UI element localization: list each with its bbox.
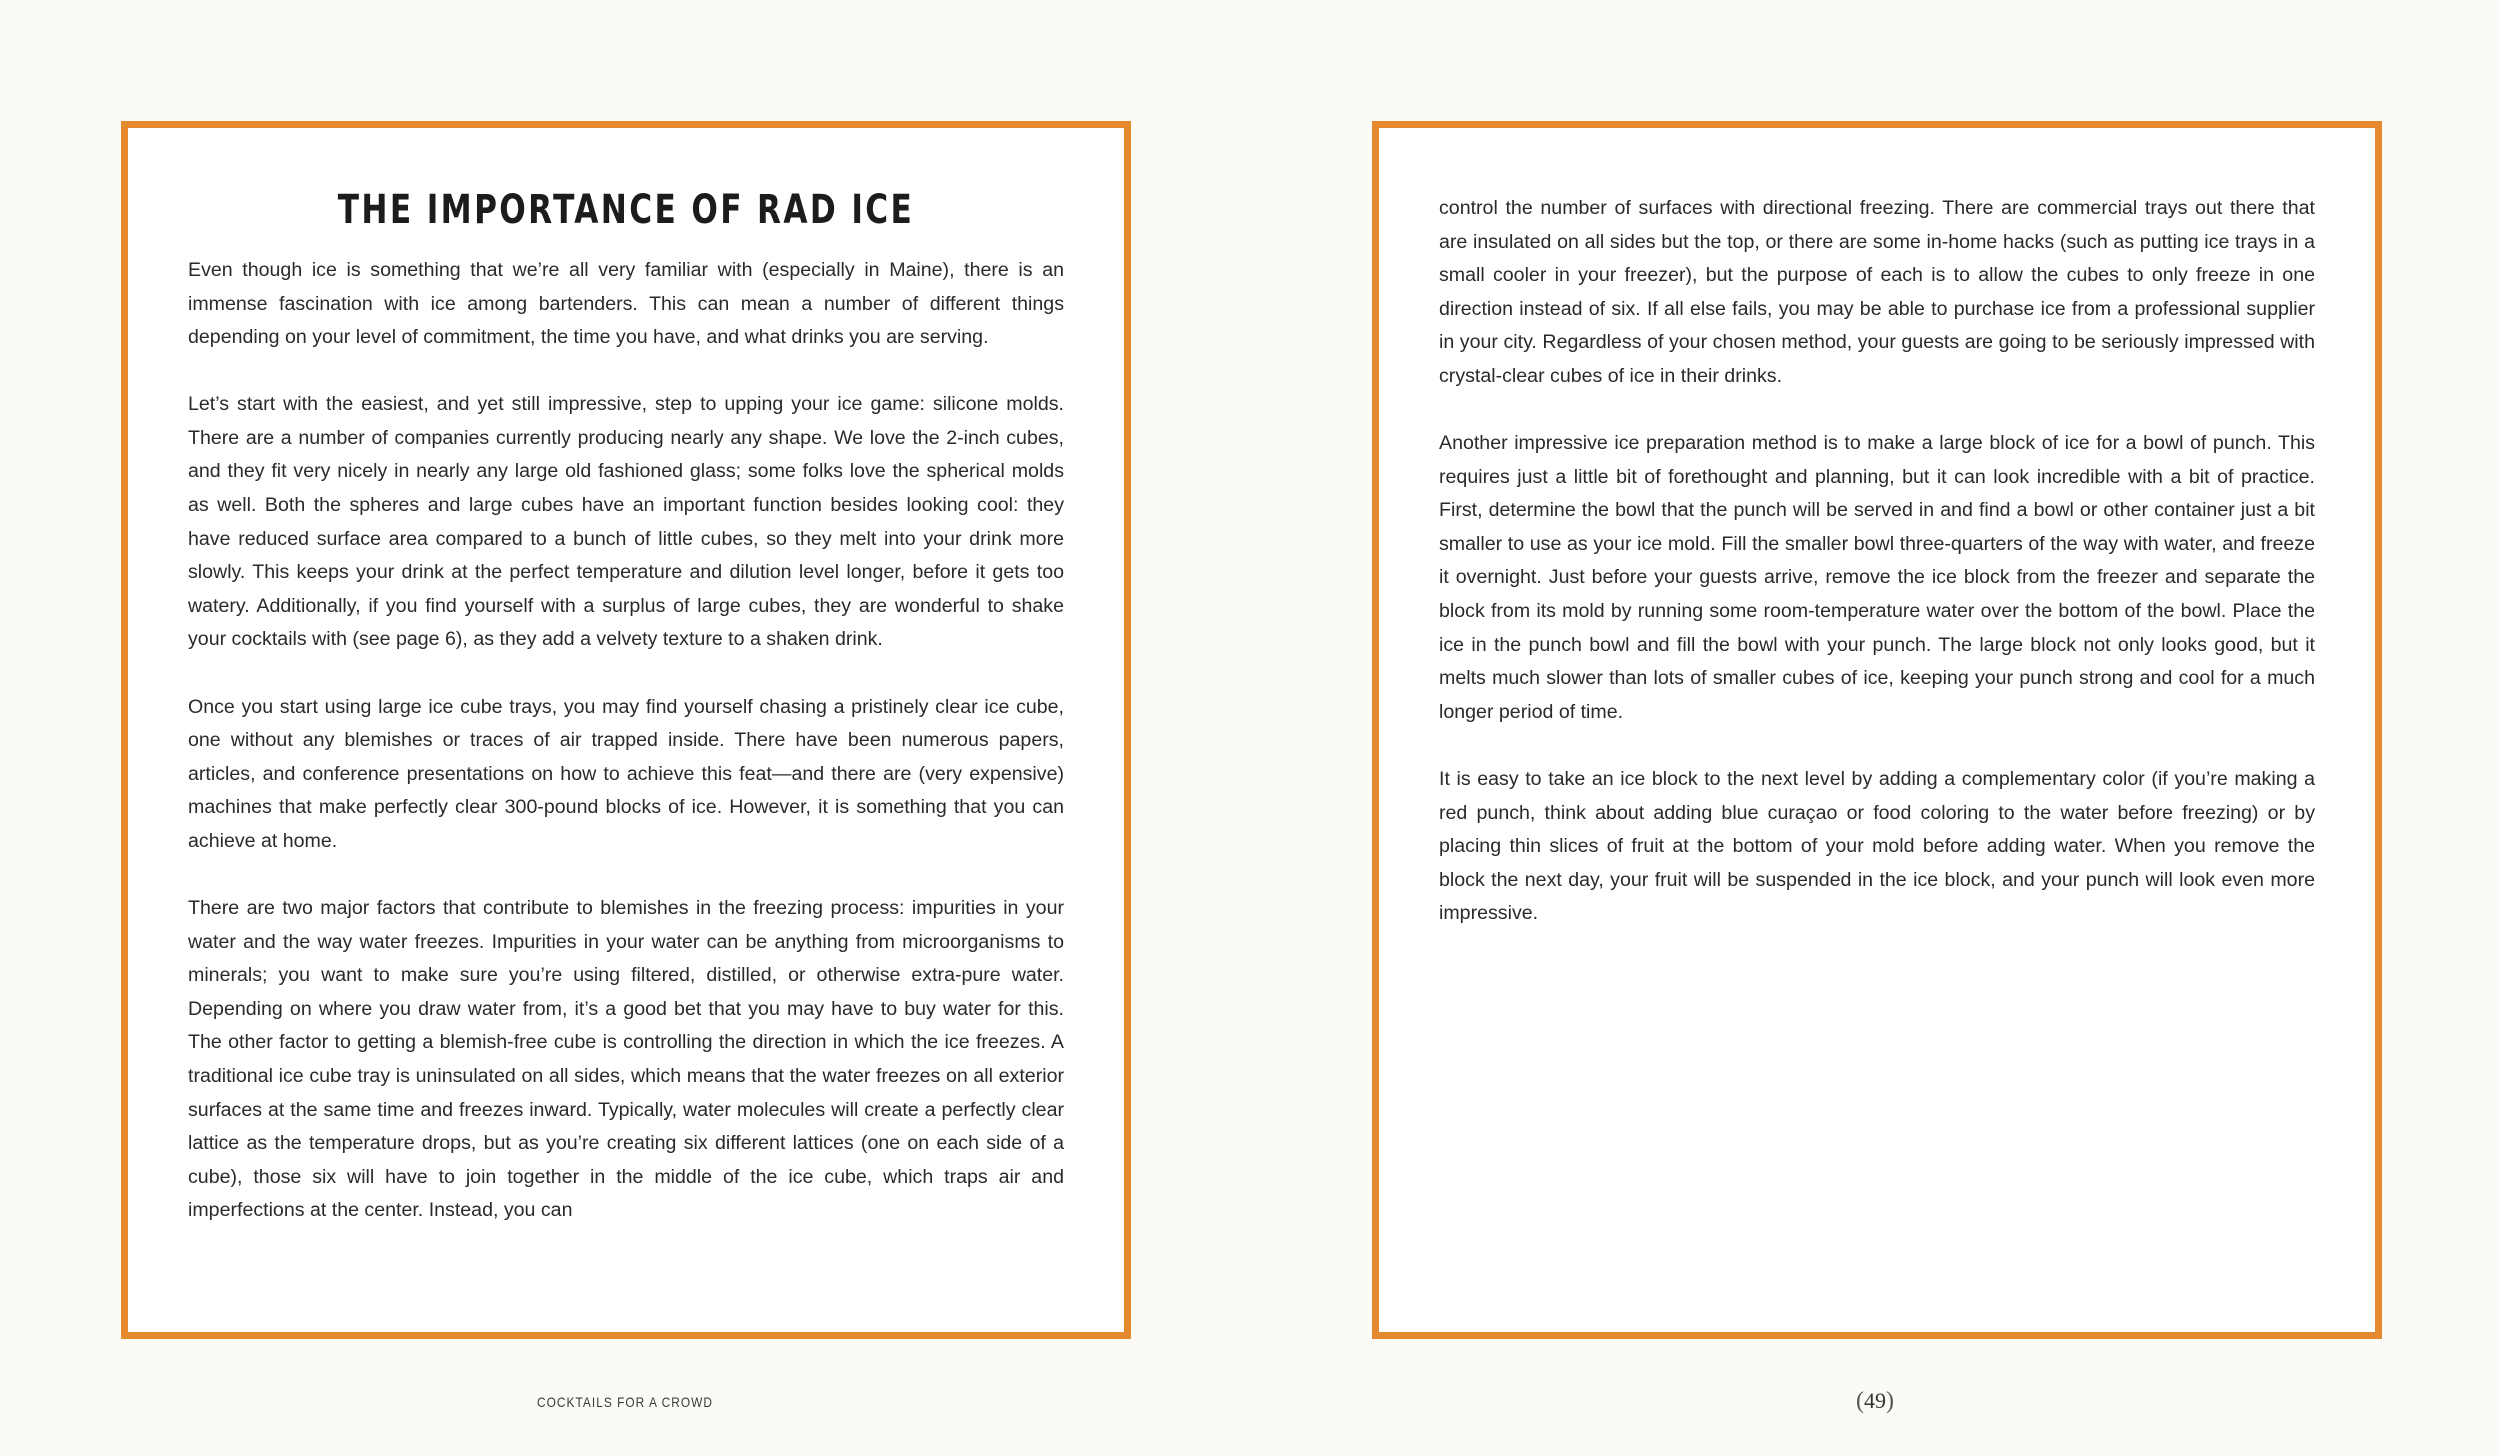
- page-number-close-paren: ): [1886, 1388, 1894, 1414]
- right-page-frame: [1372, 121, 2382, 1339]
- right-paragraph-2: Another impressive ice preparation method is to make a large block of ice for a bowl of punch. This requires just a little bit of forethought and planning, but it can look incredible with a bit of practice. First, determine the bowl that the punch will be served in and find a bowl or other container just a bit smaller to use as your ice mold. Fill the smaller bowl three-quarters of the way with water, and freeze it overnight. Just before your guests arrive, remove the ice block from the freezer and separate the block from its mold by running some room-temperature water over the bottom of the bowl. Place the ice in the punch bowl and fill the bowl with your punch. The large block not only looks good, but it melts much slower than lots of smaller cubes of ice, keeping your punch strong and cool for a much longer period of time.: [1439, 432, 2315, 723]
- left-paragraph-2: Let’s start with the easiest, and yet still impressive, step to upping your ice game: silicone molds. There are a number of companies currently producing nearly any shape. We love the 2-inch cubes, and they fit very nicely in nearly any large old fashioned glass; some folks love the spherical molds as well. Both the spheres and large cubes have an important function besides looking cool: they have reduced surface area compared to a bunch of little cubes, so they melt into your drink more slowly. This keeps your drink at the perfect temperature and dilution level longer, before it gets too watery. Additionally, if you find yourself with a surplus of large cubes, they are wonderful to shake your cocktails with (see page 6), as they add a velvety texture to a shaken drink.: [188, 393, 1064, 651]
- left-paragraph-1: Even though ice is something that we’re all very familiar with (especially in Maine), there is an immense fascination with ice among bartenders. This can mean a number of different things depending on your level of commitment, the time you have, and what drinks you are serving.: [188, 259, 1064, 349]
- right-page-content: [1439, 192, 2315, 964]
- right-paragraph-1: control the number of surfaces with directional freezing. There are commercial trays out there that are insulated on all sides but the top, or there are some in-home hacks (such as putting ice trays in a small cooler in your freezer), but the purpose of each is to allow the cubes to only freeze in one direction instead of six. If all else fails, you may be able to purchase ice from a professional supplier in your city. Regardless of your chosen method, your guests are going to be seriously impressed with crystal-clear cubes of ice in their drinks.: [1439, 197, 2315, 387]
- left-page-frame: [121, 121, 1131, 1339]
- page-number: [1250, 1388, 2500, 1415]
- right-page: [1250, 0, 2500, 1456]
- page-title: THE IMPORTANCE OF RAD ICE: [337, 187, 915, 233]
- page-number-open-paren: (: [1856, 1388, 1864, 1414]
- right-paragraph-3: It is easy to take an ice block to the next level by adding a complementary color (if you’re making a red punch, think about adding blue curaçao or food coloring to the water before freezing) or by placing thin slices of fruit at the bottom of your mold before adding water. When you remove the block the next day, your fruit will be suspended in the ice block, and your punch will look even more impressive.: [1439, 767, 2315, 925]
- running-footer: COCKTAILS FOR A CROWD: [537, 1394, 713, 1410]
- left-page-content: [188, 188, 1064, 1261]
- left-paragraph-3: Once you start using large ice cube trays, you may find yourself chasing a pristinely clear ice cube, one without any blemishes or traces of air trapped inside. There have been numerous papers, articles, and conference presentations on how to achieve this feat—and there are (very expensive) machines that make perfectly clear 300-pound blocks of ice. However, it is something that you can achieve at home.: [188, 695, 1064, 852]
- page-number-value: 49: [1864, 1388, 1886, 1413]
- left-paragraph-4: There are two major factors that contribute to blemishes in the freezing process: impurities in your water and the way water freezes. Impurities in your water can be anything from microorganisms to minerals; you want to make sure you’re using filtered, distilled, or otherwise extra-pure water. Depending on where you draw water from, it’s a good bet that you may have to buy water for this. The other factor to getting a blemish-free cube is controlling the direction in which the ice freezes. A traditional ice cube tray is uninsulated on all sides, which means that the water freezes on all exterior surfaces at the same time and freezes inward. Typically, water molecules will create a perfectly clear lattice as the temperature drops, but as you’re creating six different lattices (one on each side of a cube), those six will have to join together in the middle of the ice cube, which traps air and imperfections at the center. Instead, you can: [188, 897, 1064, 1222]
